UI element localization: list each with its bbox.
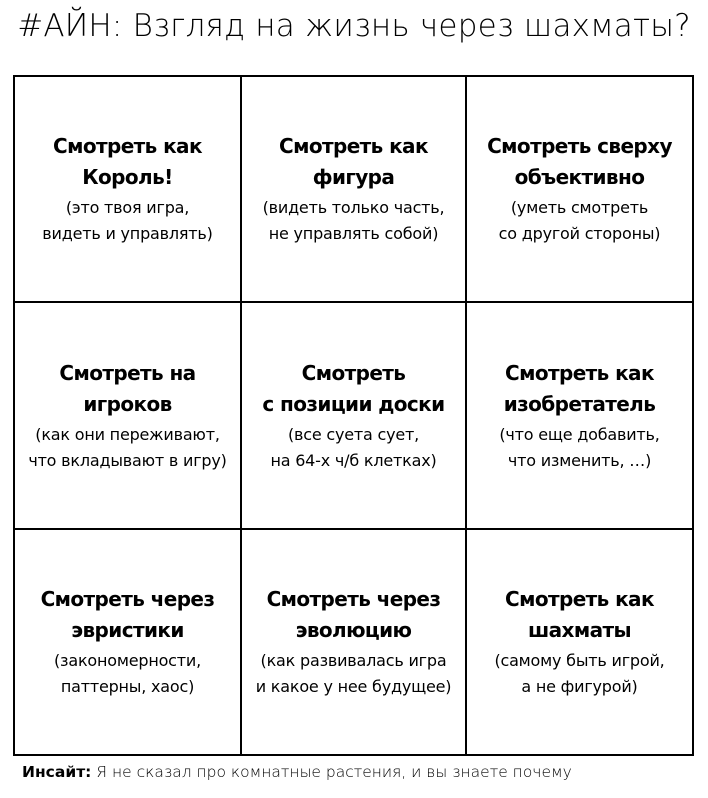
chess-view-grid [13, 75, 694, 756]
cell-heading-line: Смотреть как [505, 360, 654, 385]
cell-heading [504, 358, 656, 420]
cell-heading-line: эвристики [71, 618, 184, 642]
cell-note-line: (закономерности, [54, 651, 201, 670]
cell-heading-line: Смотреть как [53, 134, 202, 158]
cell-heading-line: Смотреть через [266, 587, 441, 611]
grid-cell-8 [242, 530, 467, 754]
cell-heading-line: шахматы [528, 618, 631, 642]
insight-footer [22, 763, 572, 781]
cell-note-line: что изменить, …) [507, 450, 652, 470]
cell-note-line: (как они переживают, [35, 424, 220, 444]
page-title: #АЙН: Взгляд на жизнь через шахматы? [17, 8, 691, 44]
cell-heading [267, 584, 441, 646]
cell-note-line: (уметь смотреть [510, 198, 649, 217]
insight-label: Инсайт: [22, 763, 92, 781]
cell-note-line: на 64-х ч/б клетках) [270, 450, 437, 470]
cell-note [256, 648, 452, 700]
cell-note [54, 648, 201, 700]
grid-cell-2 [242, 77, 467, 303]
grid-cell-4 [15, 303, 242, 530]
cell-heading-line: Смотреть как [279, 134, 428, 158]
cell-heading-line: Смотреть [301, 360, 406, 385]
cell-note [270, 422, 436, 474]
cell-heading [505, 584, 654, 646]
cell-heading-line: игроков [83, 391, 172, 416]
cell-heading-line: Король! [82, 165, 173, 189]
cell-note-line: (видеть только часть, [262, 198, 445, 217]
grid-cell-6 [467, 303, 692, 530]
cell-heading [487, 131, 672, 193]
cell-heading-line: Смотреть через [40, 587, 215, 611]
grid-cell-9 [467, 530, 692, 754]
cell-heading-line: объективно [514, 165, 645, 189]
grid-cell-3 [467, 77, 692, 303]
cell-note-line: (самому быть игрой, [494, 651, 665, 670]
cell-note-line: что вкладывают в игру) [28, 450, 227, 470]
cell-heading [279, 131, 428, 193]
cell-note-line: (это твоя игра, [65, 198, 190, 217]
cell-note [499, 422, 659, 474]
cell-heading-line: фигура [312, 165, 395, 189]
cell-heading [53, 131, 202, 193]
cell-note-line: (что еще добавить, [499, 424, 660, 444]
cell-heading-line: эволюцию [295, 618, 412, 642]
cell-heading-line: Смотреть сверху [487, 134, 672, 158]
cell-note [499, 195, 661, 247]
cell-heading [59, 358, 195, 420]
cell-note-line: а не фигурой) [521, 677, 638, 696]
cell-note-line: и какое у нее будущее) [255, 677, 452, 696]
grid-cell-1 [15, 77, 242, 303]
cell-note-line: паттерны, хаос) [60, 677, 195, 696]
cell-note-line: (как развивалась игра [260, 651, 447, 670]
cell-heading-line: с позиции доски [262, 391, 445, 416]
cell-heading-line: изобретатель [503, 391, 656, 416]
cell-heading [41, 584, 215, 646]
cell-note-line: не управлять собой) [268, 224, 439, 243]
cell-note [28, 422, 226, 474]
cell-note-line: (все суета сует, [287, 424, 420, 444]
grid-cell-5 [242, 303, 467, 530]
cell-heading [262, 358, 444, 420]
cell-note-line: со другой стороны) [498, 224, 661, 243]
cell-heading-line: Смотреть на [59, 360, 196, 385]
grid-cell-7 [15, 530, 242, 754]
cell-note [42, 195, 212, 247]
insight-text: Я не сказал про комнатные растения, и вы знаете почему [91, 763, 572, 781]
cell-note-line: видеть и управлять) [42, 224, 213, 243]
cell-note [263, 195, 445, 247]
cell-note [494, 648, 664, 700]
cell-heading-line: Смотреть как [505, 587, 654, 611]
